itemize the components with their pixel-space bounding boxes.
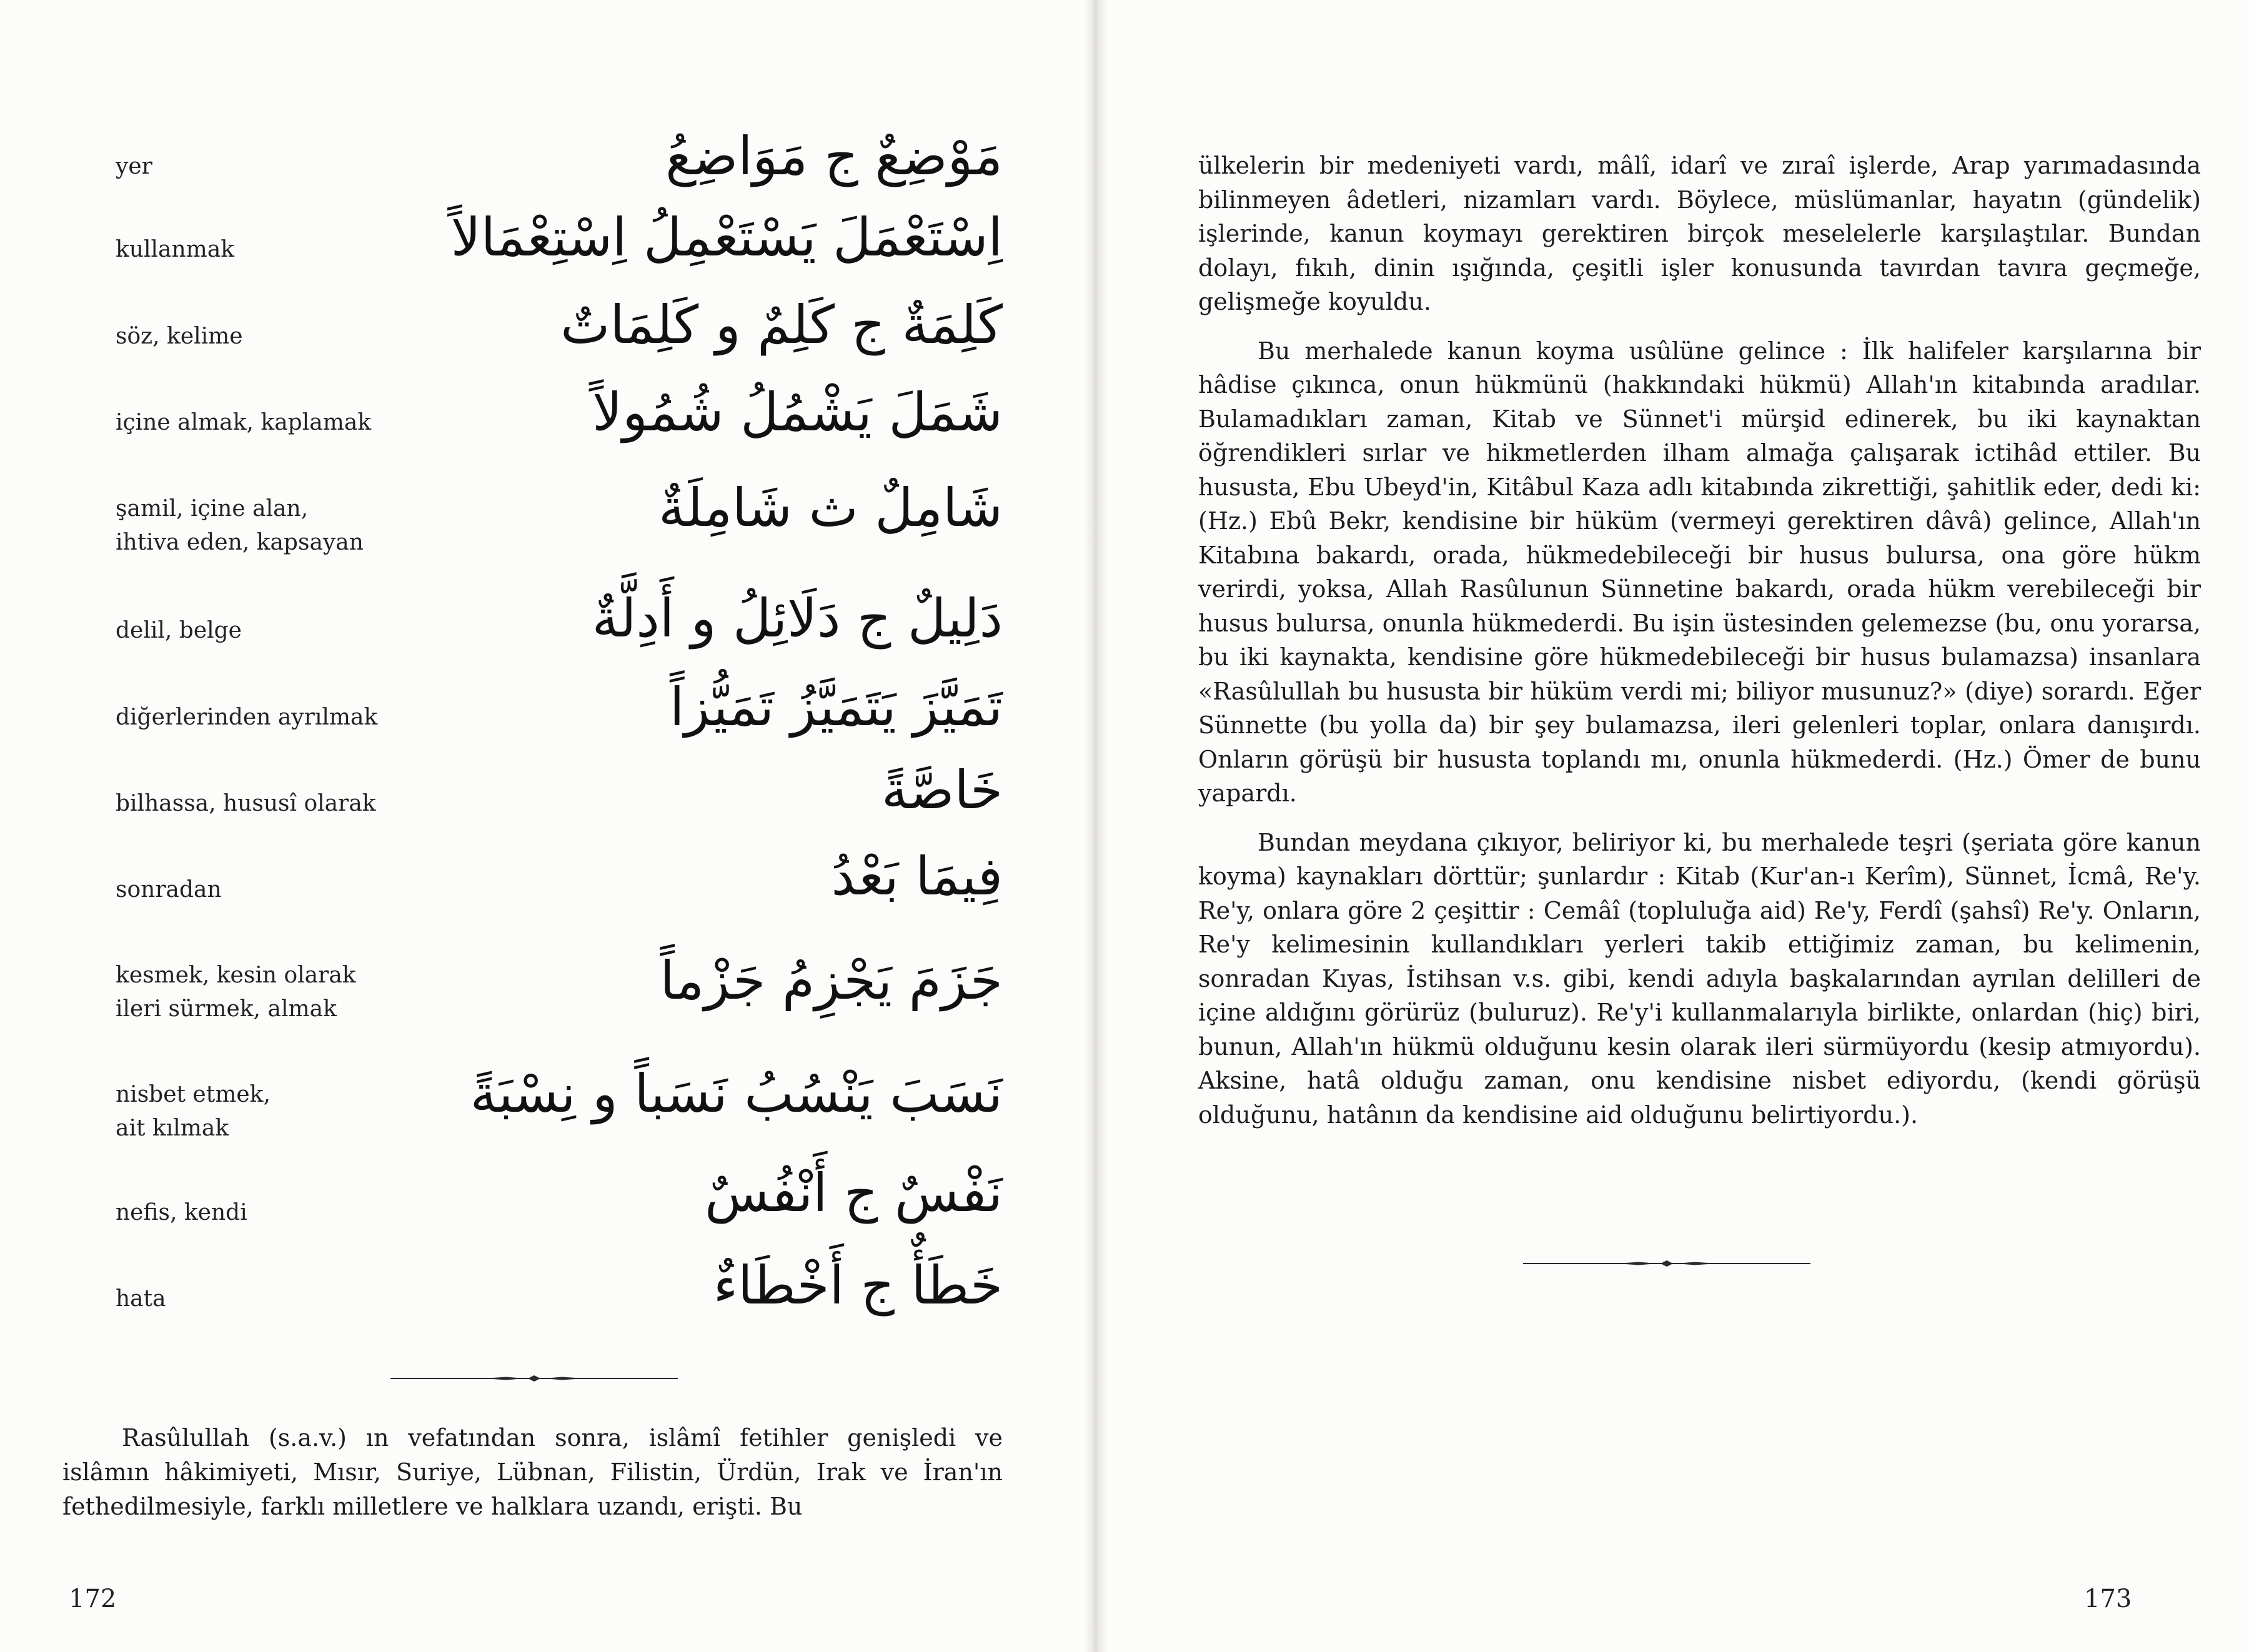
vocab-arabic: مَوْضِعٌ ج مَوَاضِعُ: [665, 126, 1003, 187]
vocab-arabic: شَمَلَ يَشْمُلُ شُمُولاً: [592, 382, 1003, 443]
left-page: [0, 0, 1084, 1652]
vocab-term: delil, belge: [116, 618, 242, 643]
right-paragraph: Bundan meydana çıkıyor, beliriyor ki, bu merhalede teşri (şeriata göre kanun koyma) kaynakları dörttür; şunlardır : Kitab (Kur'an-ı Kerîm), Sünnet, İcmâ, Re'y. Re'y, onlara göre 2 çeşittir : Cemâî (topluluğa aid) Re'y, Ferdî (şahsî) Re'y. Onların, Re'y kelimesinin kullandıkları yerleri takib ettiğimiz zaman, bu kelimenin, sonradan Kıyas, İstihsan v.s. gibi, kendi adıyla başkalarından ayrılan delilleri de içine aldığını görürüz (buluruz). Re'y'i kullanmalarıyla birlikte, onlardan (hiç) biri, bunun, Allah'ın hükmü olduğunu kesin olarak ileri sürmüyordu (kesip atmıyordu). Aksine, hatâ olduğu zaman, onu kendisine nisbet ediyordu, (kendi görüşü olduğunu, hatânın da kendisine aid olduğunu belirtiyordu.).: [1198, 828, 2201, 1129]
right-page: [1108, 0, 2249, 1652]
vocab-term: yer: [116, 154, 152, 179]
vocab-term: kullanmak: [116, 237, 235, 262]
vocab-arabic: فِيمَا بَعْدُ: [831, 846, 1003, 907]
vocab-arabic: شَامِلٌ ث شَامِلَةٌ: [658, 477, 1003, 538]
right-paragraph: Bu merhalede kanun koyma usûlüne gelince : İlk halifeler karşılarına bir hâdise çıkınca, onun hükmünü (hakkındaki hükmü) Allah'ın kitabında aradılar. Bulamadıkları zaman, Kitab ve Sünnet'i mürşid edinerek, bu iki kaynaktan öğrendikleri sırlar ve hikmetlerden ilham almağa çalışarak ictihâd ettiler. Bu hususta, Ebu Ubeyd'in, Kitâbul Kaza adlı kitabında zikrettiği, şahitlik eder, dedi ki: (Hz.) Ebû Bekr, kendisine bir hüküm (vermeyi gerektiren dâvâ) gelince, Allah'ın Kitabına bakardı, orada, hükmedebileceği bir husus bulursa, ona göre hükm verirdi, yoksa, Allah Rasûlunun Sünnetine bakardı, orada hükm verebileceği bir husus bulursa, onunla hükmederdi. Bu işin üstesinden gelemezse (bu, onu yorarsa, bu iki kaynakta, kendisine göre hükmedebileceği bir husus bulamazsa) insanlara «Rasûlullah bu hususta bir hüküm verdi mi; biliyor musunuz?» (diye) sorardı. Eğer Sünnette (bu yolla da) bir şey bulamazsa, ileri gelenleri toplar, onlara danışırdı. Onların görüşü bir hususta toplandı mı, onunla hükmederdi. (Hz.) Ömer de bunu yapardı.: [1198, 337, 2201, 807]
vocab-term: sonradan: [116, 877, 222, 903]
vocab-arabic: نَفْسٌ ج أَنْفُسٌ: [705, 1162, 1003, 1224]
ornamental-divider: [390, 1375, 678, 1382]
right-paragraph: ülkelerin bir medeniyeti vardı, mâlî, idarî ve zıraî işlerde, Arap yarımadasında bilinmeyen âdetleri, nizamları vardı. Böylece, müslümanlar, hayatın (gündelik) işlerinde, kanun koymayı gerektiren birçok meselelerle karşılaştılar. Bundan dolayı, fıkıh, dinin ışığında, çeşitli işler konusunda tavırdan tavıra geçmeğe, gelişmeğe koyuldu.: [1198, 152, 2201, 315]
vocab-term: hata: [116, 1286, 166, 1312]
page-number: 173: [2084, 1585, 2132, 1613]
vocab-arabic: تَمَيَّزَ يَتَمَيَّزُ تَمَيُّزاً: [670, 676, 1003, 738]
page-number: 172: [69, 1585, 117, 1613]
vocab-arabic: نَسَبَ يَنْسُبُ نَسَباً و نِسْبَةً: [470, 1063, 1003, 1124]
vocab-arabic: جَزَمَ يَجْزِمُ جَزْماً: [660, 950, 1003, 1011]
vocab-term: bilhassa, hususî olarak: [116, 791, 376, 816]
right-page-text: [1198, 149, 2201, 1147]
vocab-term: diğerlerinden ayrılmak: [116, 705, 378, 730]
vocab-arabic: اِسْتَعْمَلَ يَسْتَعْمِلُ اِسْتِعْمَالاً: [450, 207, 1003, 268]
vocab-arabic: خَطَأٌ ج أَخْطَاءٌ: [713, 1255, 1003, 1316]
vocab-term: söz, kelime: [116, 324, 243, 349]
vocab-term: kesmek, kesin olarak ileri sürmek, almak: [116, 962, 356, 1022]
vocab-arabic: دَلِيلٌ ج دَلَائِلُ و أَدِلَّةٌ: [592, 588, 1003, 649]
vocab-term: nefis, kendi: [116, 1200, 247, 1225]
vocab-term: nisbet etmek, ait kılmak: [116, 1082, 271, 1141]
vocab-arabic: خَاصَّةً: [881, 759, 1003, 821]
vocab-term: içine almak, kaplamak: [116, 410, 372, 435]
vocab-arabic: كَلِمَةٌ ج كَلِمٌ و كَلِمَاتٌ: [560, 294, 1003, 355]
vocab-term: şamil, içine alan, ihtiva eden, kapsayan: [116, 496, 364, 555]
left-page-paragraph: Rasûlullah (s.a.v.) ın vefatından sonra, islâmî fetihler genişledi ve islâmın hâkimiyeti, Mısır, Suriye, Lübnan, Filistin, Ürdün, Irak ve İran'ın fethedilmesiyle, farklı milletlere ve halklara uzandı, erişti. Bu: [62, 1424, 1003, 1520]
book-gutter: [1084, 0, 1108, 1652]
ornamental-divider: [1523, 1260, 1810, 1267]
